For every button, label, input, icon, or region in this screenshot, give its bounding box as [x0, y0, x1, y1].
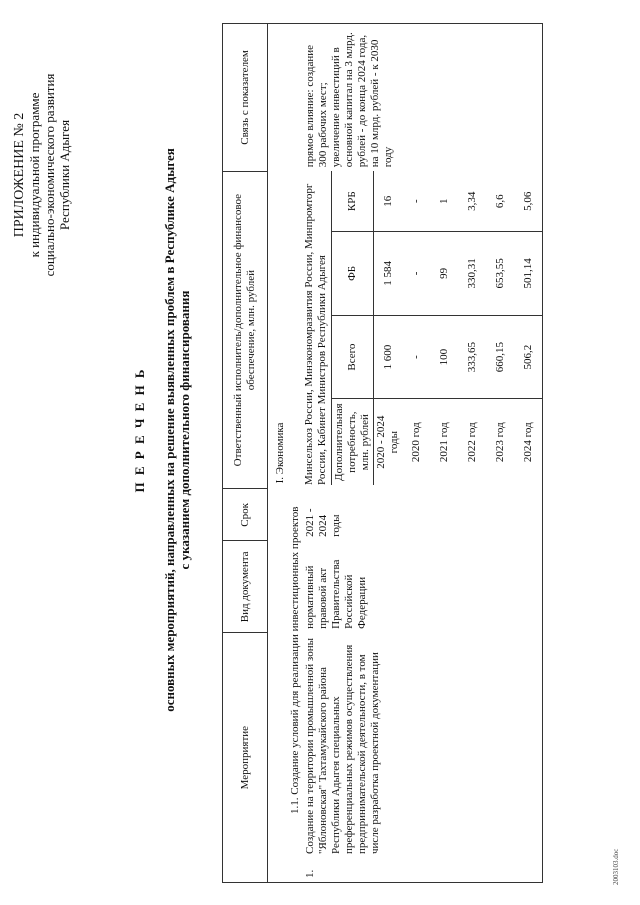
row-number: 1. — [304, 869, 316, 878]
section-title: I. Экономика — [268, 24, 289, 883]
finance-fb: 653,55 — [486, 232, 514, 316]
header-link: Связь с показателем — [223, 24, 268, 172]
finance-krb: 5,06 — [521, 191, 534, 211]
term-cell: 2021 - 2024 годы — [303, 489, 543, 541]
finance-total: 100 — [430, 315, 458, 399]
file-name-footer: 2003103.doc — [612, 848, 620, 885]
subsection-title: 1.1. Создание условий для реализации инвестиционных проектов — [288, 24, 303, 883]
finance-row — [402, 171, 430, 485]
link-cell: прямое влияние: создание 300 рабочих мест; увеличение инвестиций в основной капитал на 3 млрд. рублей - до конца 2024 года, на 10 млрд. рублей - к 2030 году — [303, 24, 543, 172]
finance-row — [430, 171, 458, 485]
appendix-number: ПРИЛОЖЕНИЕ № 2 — [12, 112, 27, 238]
subsection-row — [288, 24, 303, 883]
finance-total: 1 600 — [374, 315, 403, 399]
finance-fb: 1 584 — [374, 232, 403, 316]
finance-header-row — [332, 171, 374, 485]
table-row — [303, 24, 543, 883]
table-header-row — [223, 24, 268, 883]
header-term: Срок — [223, 489, 268, 541]
finance-krb: 1 — [437, 198, 450, 204]
title-line-1: основных мероприятий, направленных на решение выявленных проблем в Республике Адыгея — [162, 148, 177, 712]
finance-krb: 6,6 — [493, 194, 506, 209]
appendix-block — [12, 35, 72, 315]
responsible-text: Минсельхоз России, Минэкономразвития России, Минпромторг России, Кабинет Министров Республики Адыгея — [303, 171, 332, 485]
title-heading: П Е Р Е Ч Е Н Ь — [132, 367, 147, 493]
finance-total: 660,15 — [486, 315, 514, 399]
finance-period: 2024 год — [514, 399, 542, 485]
finance-row — [458, 171, 486, 485]
finance-period: 2022 год — [458, 399, 486, 485]
section-row — [268, 24, 289, 883]
finance-row — [486, 171, 514, 485]
finance-total: - — [402, 315, 430, 399]
document-title — [132, 105, 192, 755]
finance-row — [374, 171, 403, 485]
finance-header-total: Всего — [332, 315, 374, 399]
finance-table — [332, 171, 542, 485]
finance-fb: 99 — [430, 232, 458, 316]
finance-fb: - — [402, 232, 430, 316]
finance-total: 506,2 — [514, 315, 542, 399]
finance-header-fb: ФБ — [332, 232, 374, 316]
finance-period: 2021 год — [430, 399, 458, 485]
finance-header-krb: КРБ — [332, 171, 374, 231]
appendix-line-1: к индивидуальной программе — [27, 92, 42, 258]
header-responsible: Ответственный исполнитель/дополнительное финансовое обеспечение, млн. рублей — [223, 171, 268, 489]
finance-fb: 501,14 — [514, 232, 542, 316]
finance-fb: 330,31 — [458, 232, 486, 316]
header-doc-type: Вид документа — [223, 541, 268, 633]
finance-row — [514, 171, 542, 485]
finance-period: 2020 - 2024 годы — [374, 399, 403, 485]
activity-cell — [303, 633, 543, 883]
title-line-2: с указанием дополнительного финансирования — [177, 290, 192, 570]
finance-period: 2020 год — [402, 399, 430, 485]
responsible-cell — [303, 171, 543, 489]
appendix-line-3: Республики Адыгея — [57, 119, 72, 231]
finance-krb: 3,34 — [465, 191, 478, 211]
finance-header-need: Дополнительная потребность, млн. рублей — [332, 399, 374, 485]
finance-period: 2023 год — [486, 399, 514, 485]
finance-krb: - — [409, 199, 422, 204]
finance-total: 333,65 — [458, 315, 486, 399]
appendix-line-2: социально-экономического развития — [42, 73, 57, 277]
measures-table — [222, 23, 543, 883]
activity-text: Создание на территории промышленной зоны "Яблоновская" Тахтамукайского района Республики Адыгея специальных преференциальных режимов осуществления предпринимательской деятельности, в том числе разработка проектной документации — [304, 638, 381, 854]
doc-type-cell: нормативный правовой акт Правительства Российской Федерации — [303, 541, 543, 633]
finance-krb: 16 — [381, 195, 394, 207]
header-activity: Мероприятие — [223, 633, 268, 883]
